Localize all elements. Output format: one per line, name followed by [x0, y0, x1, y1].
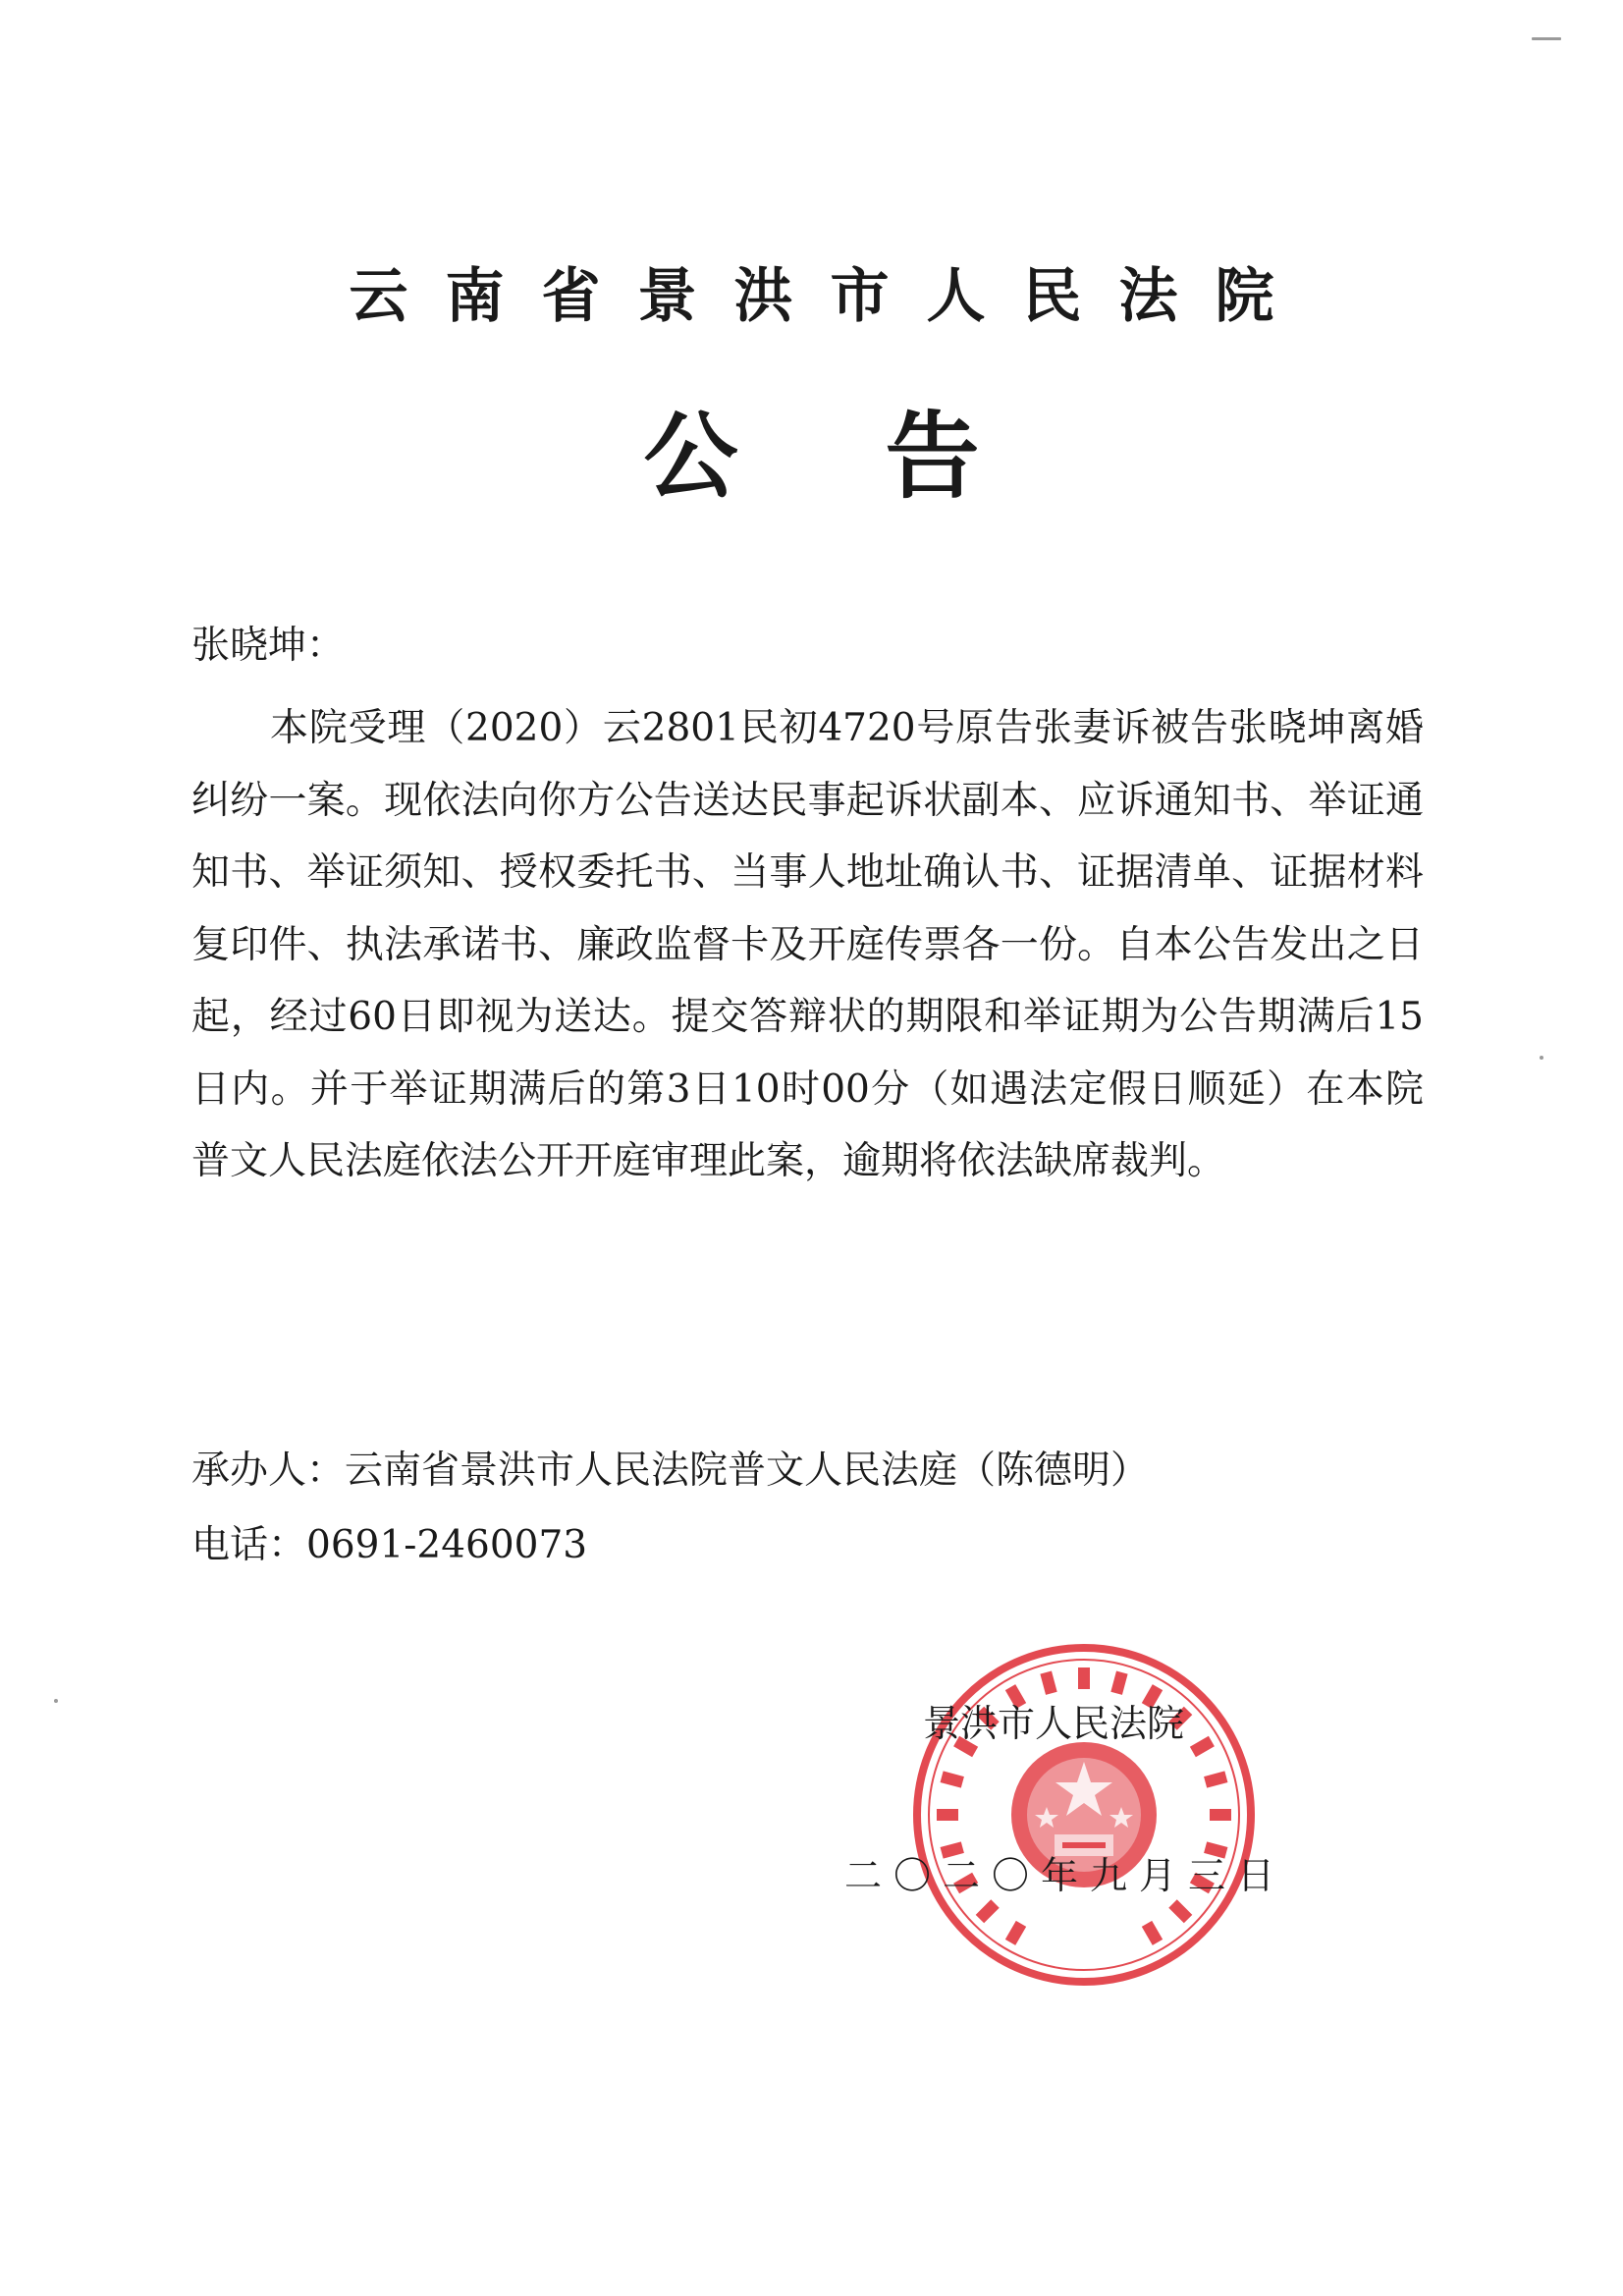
notice-title: 公告 [643, 401, 1127, 512]
contact-block [191, 1434, 1149, 1583]
court-seal-stamp [911, 1642, 1257, 1988]
phone-number: 电话：0691-2460073 [191, 1523, 588, 1567]
scan-speck [1540, 1056, 1543, 1060]
case-handler: 承办人：云南省景洪市人民法院普文人民法庭（陈德明） [191, 1449, 1150, 1493]
notice-body: 本院受理（2020）云2801民初4720号原告张妻诉被告张晓坤离婚纠纷一案。现依法向你方公告送达民事起诉状副本、应诉通知书、举证通知书、举证须知、授权委托书、当事人地址确认书、证据清单、证据材料复印件、执法承诺书、廉政监督卡及开庭传票各一份。自本公告发出之日起，经过60日即视为送达。提交答辩状的期限和举证期为公告期满后15日内。并于举证期满后的第3日10时00分（如遇法定假日顺延）在本院普文人民法庭依法公开开庭审理此案，逾期将依法缺席裁判。 [191, 706, 1424, 1183]
addressee: 张晓坤： [191, 624, 346, 668]
scan-speck [54, 1699, 58, 1703]
issue-date: 二〇二〇年九月三日 [844, 1854, 1287, 1897]
issuing-court-signature: 景洪市人民法院 [923, 1702, 1185, 1745]
scan-speck [1532, 37, 1561, 40]
court-name-heading: 云南省景洪市人民法院 [349, 262, 1312, 331]
